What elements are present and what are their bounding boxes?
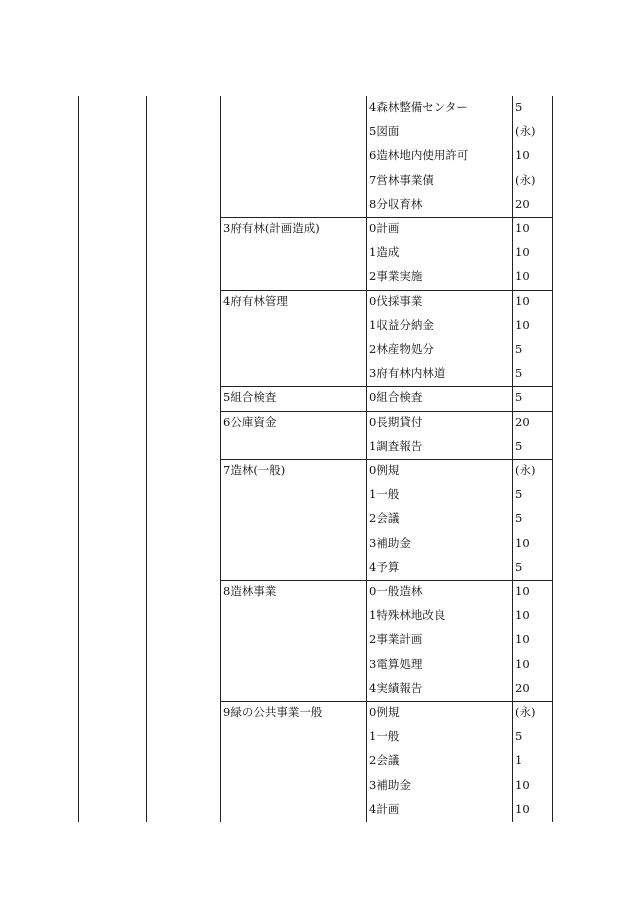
item-label: 1一般 — [369, 487, 400, 502]
retention-value: 1 — [515, 753, 523, 768]
item-label: 4計画 — [369, 801, 400, 816]
retention-value: 10 — [515, 632, 530, 647]
retention-value: 10 — [515, 801, 530, 816]
retention-value: (永) — [515, 124, 536, 139]
retention-value: 5 — [515, 438, 523, 453]
item-label: 0伐採事業 — [369, 293, 423, 308]
group-separator — [220, 386, 552, 387]
item-label: 4実績報告 — [369, 680, 423, 695]
item-label: 4森林整備センター — [369, 100, 468, 114]
item-label: 0例規 — [369, 705, 400, 719]
item-label: 1調査報告 — [369, 438, 423, 453]
item-label: 1収益分納金 — [369, 317, 434, 332]
item-label: 3電算処理 — [369, 656, 423, 671]
retention-value: 20 — [515, 196, 530, 211]
retention-value: 10 — [515, 221, 530, 235]
item-label: 0一般造林 — [369, 584, 423, 598]
retention-value: 20 — [515, 414, 530, 429]
retention-value: 5 — [515, 511, 523, 526]
item-label: 3府有林内林道 — [369, 366, 446, 381]
item-label: 1特殊林地改良 — [369, 608, 446, 623]
item-label: 2事業計画 — [369, 632, 423, 647]
item-label: 3補助金 — [369, 535, 411, 550]
column-rule — [146, 96, 147, 822]
item-label: 8分収育林 — [369, 196, 423, 211]
retention-value: 10 — [515, 777, 530, 792]
retention-value: (永) — [515, 705, 536, 719]
category-label: 7造林(一般) — [223, 463, 286, 477]
category-label: 6公庫資金 — [223, 414, 277, 429]
retention-value: 10 — [515, 245, 530, 260]
item-label: 1造成 — [369, 245, 400, 260]
retention-value: 10 — [515, 317, 530, 332]
retention-value: 20 — [515, 680, 530, 695]
item-label: 2事業実施 — [369, 269, 423, 284]
retention-value: 10 — [515, 656, 530, 671]
item-label: 7営林事業債 — [369, 172, 434, 187]
retention-value: 5 — [515, 366, 523, 381]
group-separator — [220, 290, 552, 291]
group-separator — [220, 411, 552, 412]
retention-value: 5 — [515, 487, 523, 502]
retention-value: 5 — [515, 729, 523, 744]
retention-value: 5 — [515, 559, 523, 574]
retention-value: (永) — [515, 463, 536, 477]
group-separator — [220, 580, 552, 581]
item-label: 2林産物処分 — [369, 342, 434, 356]
group-separator — [220, 459, 552, 460]
category-label: 3府有林(計画造成) — [223, 221, 320, 235]
retention-value: 10 — [515, 584, 530, 598]
category-label: 9緑の公共事業一般 — [223, 705, 323, 719]
category-label: 5組合検査 — [223, 390, 277, 405]
retention-value: 10 — [515, 148, 530, 163]
retention-value: 10 — [515, 293, 530, 308]
column-rule — [78, 96, 79, 822]
item-label: 0計画 — [369, 221, 400, 235]
retention-value: 10 — [515, 535, 530, 550]
category-label: 8造林事業 — [223, 584, 277, 598]
retention-value: 5 — [515, 100, 523, 114]
retention-value: 5 — [515, 342, 523, 356]
item-label: 2会議 — [369, 511, 400, 526]
item-label: 4予算 — [369, 559, 400, 574]
item-label: 0組合検査 — [369, 390, 423, 405]
group-separator — [220, 217, 552, 218]
item-label: 5図面 — [369, 124, 400, 139]
group-separator — [220, 701, 552, 702]
column-rule — [552, 96, 553, 822]
item-label: 0例規 — [369, 463, 400, 477]
category-label: 4府有林管理 — [223, 293, 288, 308]
retention-value: 10 — [515, 608, 530, 623]
retention-value: 5 — [515, 390, 523, 405]
item-label: 3補助金 — [369, 777, 411, 792]
retention-value: (永) — [515, 172, 536, 187]
retention-value: 10 — [515, 269, 530, 284]
item-label: 6造林地内使用許可 — [369, 148, 469, 163]
item-label: 1一般 — [369, 729, 400, 744]
item-label: 0長期貸付 — [369, 414, 423, 429]
item-label: 2会議 — [369, 753, 400, 768]
